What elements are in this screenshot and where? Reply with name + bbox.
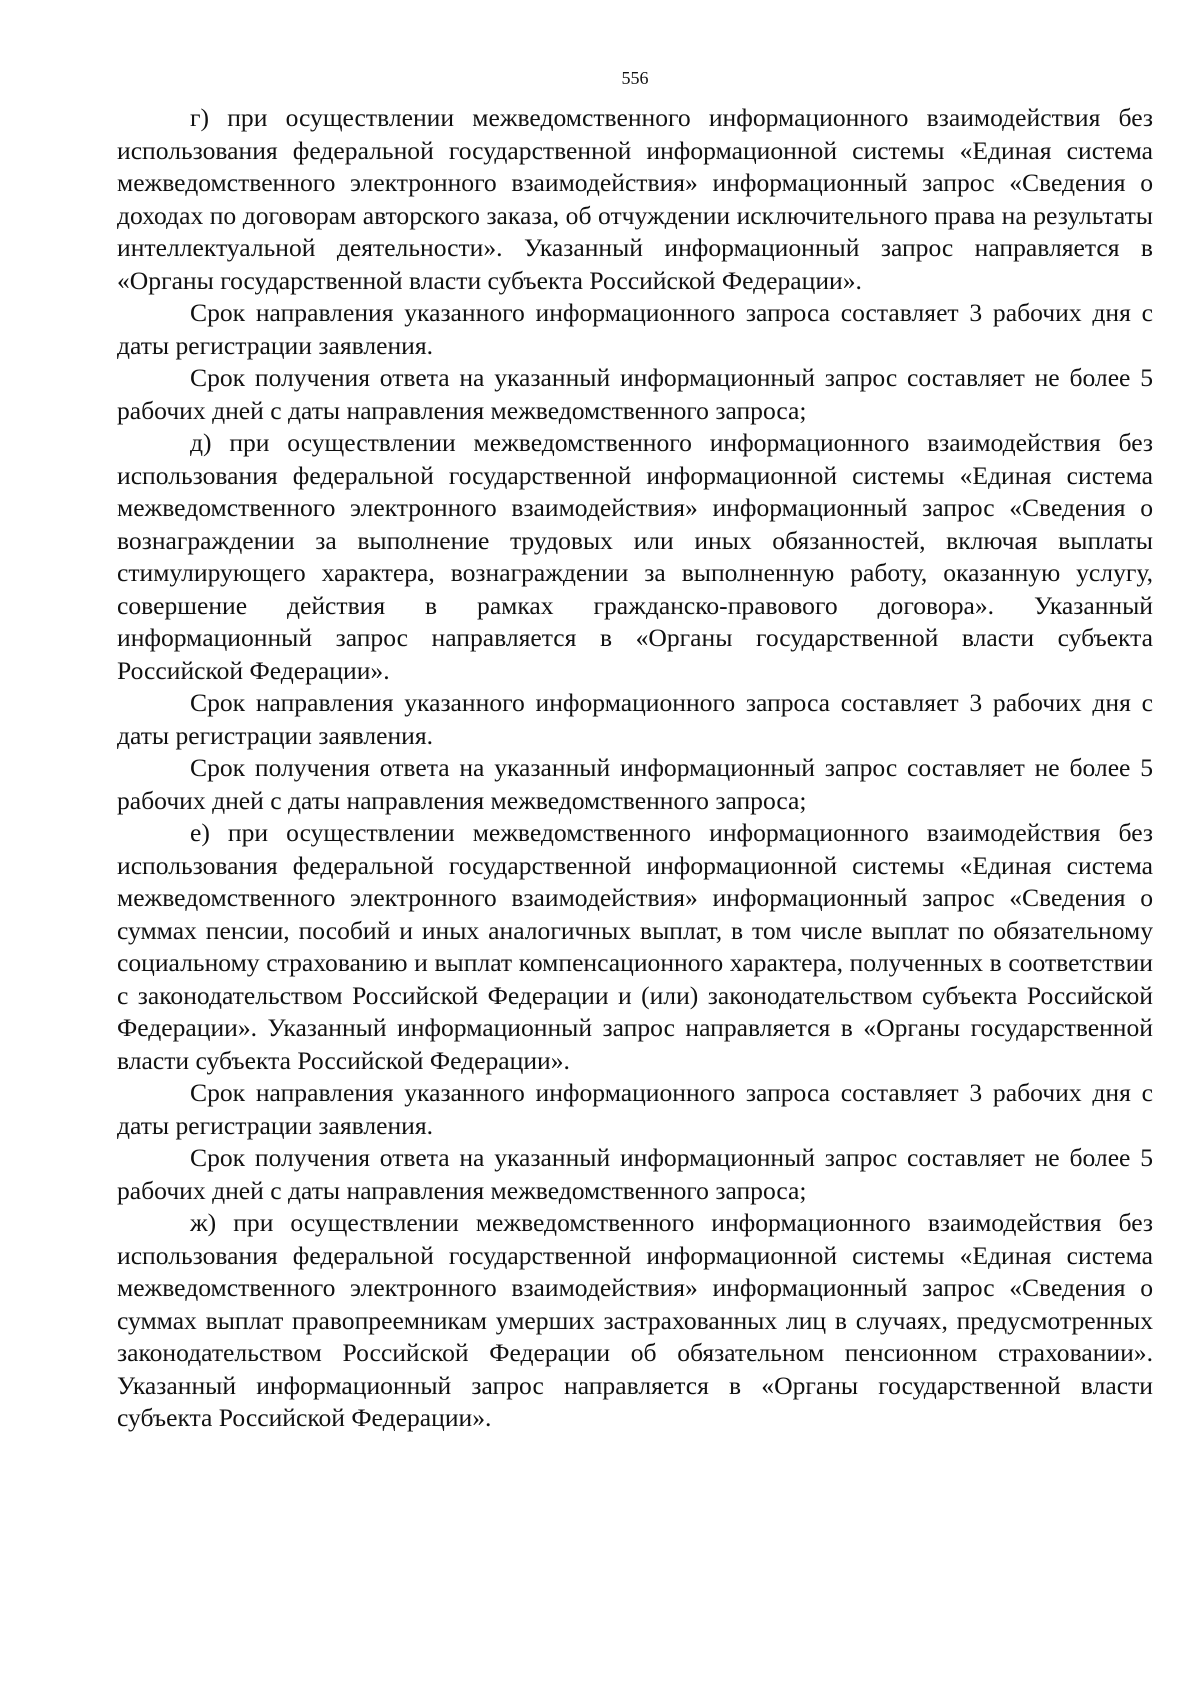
- document-body: [117, 102, 1153, 1435]
- paragraph-response-deadline: Срок получения ответа на указанный информационный запрос составляет не более 5 рабочих дней с даты направления межведомственного запроса;: [117, 1143, 1153, 1205]
- page-number: 556: [621, 68, 649, 88]
- paragraph-response-deadline: Срок получения ответа на указанный информационный запрос составляет не более 5 рабочих дней с даты направления межведомственного запроса;: [117, 363, 1153, 425]
- paragraph-e-request: е) при осуществлении межведомственного информационного взаимодействия без использования федеральной государственной информационной системы «Единая система межведомственного электронного взаимодействия» информационный запрос «Сведения о суммах пенсии, пособий и иных аналогичных выплат, в том числе выплат по обязательному социальному страхованию и выплат компенсационного характера, полученных в соответствии с законодательством Российской Федерации и (или) законодательством субъекта Российской Федерации». Указанный информационный запрос направляется в «Органы государственной власти субъекта Российской Федерации».: [117, 818, 1153, 1075]
- paragraph-request-deadline: Срок направления указанного информационного запроса составляет 3 рабочих дня с даты регистрации заявления.: [117, 688, 1153, 750]
- paragraph-zh-request: ж) при осуществлении межведомственного информационного взаимодействия без использования федеральной государственной информационной системы «Единая система межведомственного электронного взаимодействия» информационный запрос «Сведения о суммах выплат правопреемникам умерших застрахованных лиц в случаях, предусмотренных законодательством Российской Федерации об обязательном пенсионном страховании». Указанный информационный запрос направляется в «Органы государственной власти субъекта Российской Федерации».: [117, 1208, 1153, 1432]
- paragraph-d-request: д) при осуществлении межведомственного информационного взаимодействия без использования федеральной государственной информационной системы «Единая система межведомственного электронного взаимодействия» информационный запрос «Сведения о вознаграждении за выполнение трудовых или иных обязанностей, включая выплаты стимулирующего характера, вознаграждении за выполненную работу, оказанную услугу, совершение действия в рамках гражданско-правового договора». Указанный информационный запрос направляется в «Органы государственной власти субъекта Российской Федерации».: [117, 428, 1153, 685]
- paragraph-g-request: г) при осуществлении межведомственного информационного взаимодействия без использования федеральной государственной информационной системы «Единая система межведомственного электронного взаимодействия» информационный запрос «Сведения о доходах по договорам авторского заказа, об отчуждении исключительного права на результаты интеллектуальной деятельности». Указанный информационный запрос направляется в «Органы государственной власти субъекта Российской Федерации».: [117, 103, 1153, 295]
- paragraph-request-deadline: Срок направления указанного информационного запроса составляет 3 рабочих дня с даты регистрации заявления.: [117, 1078, 1153, 1140]
- document-page: [117, 66, 1153, 1435]
- paragraph-request-deadline: Срок направления указанного информационного запроса составляет 3 рабочих дня с даты регистрации заявления.: [117, 298, 1153, 360]
- paragraph-response-deadline: Срок получения ответа на указанный информационный запрос составляет не более 5 рабочих дней с даты направления межведомственного запроса;: [117, 753, 1153, 815]
